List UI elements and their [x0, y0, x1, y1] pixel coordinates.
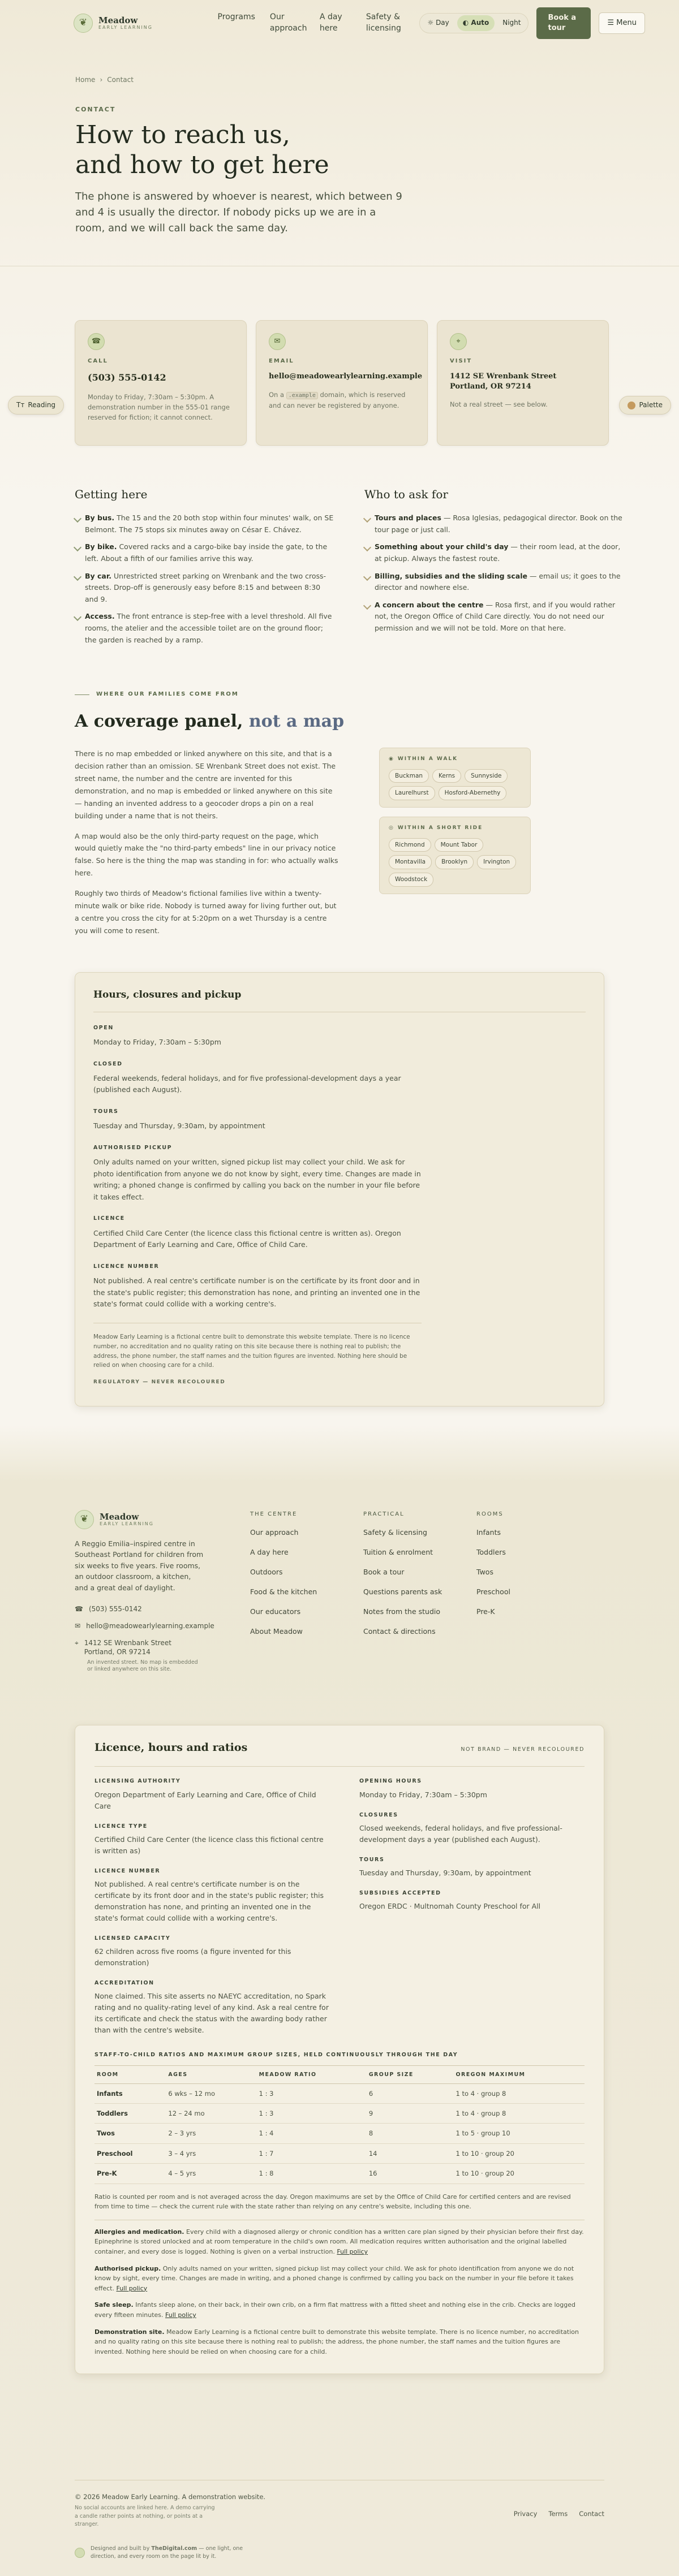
social-note: No social accounts are linked here. A demo carrying a candle rather points at nothing, or points at a stranger.	[75, 2505, 215, 2527]
table-cell: Preschool	[94, 2143, 166, 2163]
column-header: OREGON MAXIMUM	[454, 2065, 585, 2083]
legal-links	[514, 2492, 604, 2528]
licence-number-label: LICENCE NUMBER	[93, 1263, 160, 1270]
table-cell: 1 to 5 · group 10	[454, 2124, 585, 2143]
table-cell: Twos	[94, 2124, 166, 2143]
footer-link[interactable]: About Meadow	[250, 1627, 303, 1636]
copyright: © 2026 Meadow Early Learning. A demonstration website.	[75, 2493, 266, 2501]
walk-icon: ◉	[389, 756, 394, 762]
text-size-icon: Tт	[16, 401, 25, 409]
pin-icon: ⌖	[450, 333, 467, 350]
visit-address: 1412 SE Wrenbank Street Portland, OR 97214	[450, 372, 557, 391]
visit-label: VISIT	[450, 358, 472, 365]
list-item: By car. Unrestricted street parking on Wrenbank and the two cross-streets. Drop-off is generously easy before 8:15 and between 8:30 and 9.	[75, 571, 334, 606]
footer-link[interactable]: Outdoors	[250, 1568, 283, 1576]
table-cell: 1 to 4 · group 8	[454, 2104, 585, 2124]
footer-link[interactable]: Food & the kitchen	[250, 1587, 317, 1596]
licence-grid	[94, 1767, 585, 2036]
tours-label: TOURS	[93, 1108, 119, 1115]
email-label: EMAIL	[269, 358, 294, 365]
area-chip: Buckman	[389, 769, 429, 783]
getting-here	[75, 485, 334, 651]
ride-areas-title: ◎ WITHIN A SHORT RIDE	[389, 824, 521, 832]
footer-email[interactable]: ✉ hello@meadowearlylearning.example	[75, 1622, 214, 1630]
footer-link[interactable]: Infants	[476, 1528, 501, 1537]
open-label: OPEN	[93, 1024, 114, 1031]
area-chip: Irvington	[477, 855, 516, 869]
book-tour-button[interactable]: Book a tour	[536, 7, 591, 38]
directions-section	[0, 446, 679, 651]
list-item: Something about your child's day — their room lead, at the door, at pickup. Always the fastest route.	[364, 541, 624, 564]
walk-chips	[389, 769, 521, 801]
ratios-title: STAFF-TO-CHILD RATIOS AND MAXIMUM GROUP SIZES, HELD CONTINUOUSLY THROUGH THE DAY	[94, 2052, 458, 2059]
area-chip: Brooklyn	[435, 855, 474, 869]
table-cell: 6 wks – 12 mo	[166, 2083, 256, 2103]
licence-panel	[75, 1725, 604, 2374]
closed-value: Federal weekends, federal holidays, and for five professional-development days a year (published each August).	[93, 1073, 401, 1094]
footer-col-title: ROOMS	[476, 1511, 504, 1517]
table-cell: 1 : 7	[257, 2143, 367, 2163]
hero-eyebrow: CONTACT	[75, 106, 116, 114]
brand-logo[interactable]	[74, 14, 153, 33]
column-header: MEADOW RATIO	[257, 2065, 367, 2083]
getting-here-title: Getting here	[75, 487, 148, 502]
table-row	[94, 2104, 585, 2124]
table-cell: Pre-K	[94, 2164, 166, 2184]
footer-bottom	[75, 2480, 604, 2528]
hero	[0, 46, 679, 236]
list-item: By bus. The 15 and the 20 both stop within four minutes' walk, on SE Belmont. The 75 stops six minutes away on César E. Chávez.	[75, 512, 334, 536]
breadcrumb	[75, 75, 679, 85]
visit-card[interactable]	[437, 320, 609, 446]
pin-icon: ⌖	[75, 1639, 79, 1647]
credit-logo-icon	[75, 2548, 85, 2558]
demo-disclaimer: Meadow Early Learning is a fictional centre built to demonstrate this website template. There is no licence number, no accreditation and no quality rating on this site because there is nothing real to publish; the address, the phone number, the staff names and the tuition figures are invented. Nothing here should be relied on when choosing care for a child.	[93, 1323, 422, 1370]
coverage-paragraph: Roughly two thirds of Meadow's fictional families live within a twenty-minute walk or bike ride. Nobody is turned away for living further out, but a centre you cross the city for at 5:20pm on a wet Thursday is a centre you will come to resent.	[75, 889, 337, 935]
theme-toggle	[419, 13, 528, 33]
copyright-block	[75, 2492, 265, 2528]
capacity-value: 62 children across five rooms (a figure invented for this demonstration)	[94, 1947, 291, 1967]
call-card[interactable]	[75, 320, 247, 446]
brand-name: Meadow	[98, 15, 138, 25]
bike-icon: ◎	[389, 825, 394, 831]
visit-note: Not a real street — see below.	[450, 400, 548, 409]
closed-label: CLOSED	[93, 1060, 123, 1067]
theme-day[interactable]: ☼ Day	[427, 19, 449, 27]
table-cell: 4 – 5 yrs	[166, 2164, 256, 2184]
nav-our-approach[interactable]: Our approach	[269, 12, 307, 33]
footer-link[interactable]: Our educators	[250, 1607, 301, 1616]
number-value: Not published. A real centre's certificate number is on the certificate by its front door and in the state's public register; this demonstration has none, and printing an invented one in the state's format could collide with a working centre's.	[94, 1879, 324, 1922]
licence-panel-header	[94, 1739, 585, 1767]
ride-areas	[379, 817, 531, 894]
coverage-areas	[379, 748, 531, 944]
footer-col-title: THE CENTRE	[250, 1511, 298, 1517]
credit	[75, 2545, 243, 2561]
credit-link[interactable]: TheDigital.com	[151, 2545, 197, 2552]
footer-link[interactable]: Contact & directions	[363, 1627, 436, 1636]
footer-link[interactable]: Book a tour	[363, 1568, 405, 1576]
licence-panel-tag: NOT BRAND — NEVER RECOLOURED	[461, 1746, 585, 1753]
area-chip: Laurelhurst	[389, 786, 435, 800]
ratios-table	[94, 2065, 585, 2184]
leaf-icon: ❦	[74, 14, 93, 33]
licence-label: LICENCE	[93, 1215, 125, 1222]
footer-link[interactable]: Toddlers	[476, 1548, 506, 1556]
footer-link[interactable]: Our approach	[250, 1528, 299, 1537]
list-item: Tours and places — Rosa Iglesias, pedagogical director. Book on the tour page or just call.	[364, 512, 624, 536]
table-cell: 1 : 8	[257, 2164, 367, 2184]
site-header	[0, 0, 679, 46]
closures-label: CLOSURES	[359, 1811, 398, 1818]
table-cell: 9	[367, 2104, 454, 2124]
column-header: AGES	[166, 2065, 256, 2083]
full-policy-link[interactable]: Full policy	[165, 2311, 196, 2319]
licence-left	[94, 1767, 331, 2036]
area-chip: Sunnyside	[465, 769, 508, 783]
header-controls	[419, 7, 645, 38]
breadcrumb-current: Contact	[107, 76, 134, 84]
subsidies-value: Oregon ERDC · Multnomah County Preschool for All	[359, 1902, 541, 1911]
contact-link[interactable]: Contact	[579, 2510, 604, 2518]
footer-link[interactable]: Preschool	[476, 1587, 510, 1596]
email-card[interactable]	[256, 320, 428, 446]
hours-panel-title: Hours, closures and pickup	[93, 987, 586, 1012]
hours-panel	[75, 972, 604, 1406]
pickup-label: AUTHORISED PICKUP	[93, 1144, 173, 1151]
list-item: Billing, subsidies and the sliding scale — email us; it goes to the director and nowhere else.	[364, 571, 624, 594]
table-cell: 8	[367, 2124, 454, 2143]
breadcrumb-separator: ›	[100, 76, 103, 84]
hours-label: OPENING HOURS	[359, 1778, 422, 1785]
table-cell: 12 – 24 mo	[166, 2104, 256, 2124]
footer-logo[interactable]: ❦ Meadow EARLY LEARNING	[75, 1510, 205, 1529]
licence-number-value: Not published. A real centre's certificate number is on the certificate by its front door and in the state's public register; this demonstration has none, and printing an invented one in the state's format could collide with a working centre's.	[93, 1276, 420, 1309]
full-policy-link[interactable]: Full policy	[337, 2248, 368, 2256]
column-header: GROUP SIZE	[367, 2065, 454, 2083]
table-row	[94, 2124, 585, 2143]
eyebrow-rule	[75, 694, 89, 695]
coverage-section	[0, 735, 679, 944]
breadcrumb-home[interactable]: Home	[75, 76, 96, 84]
leaf-icon: ❦	[75, 1510, 94, 1529]
area-chip: Richmond	[389, 838, 431, 852]
tours-label: TOURS	[359, 1856, 385, 1863]
footer-brand	[75, 1510, 214, 1681]
list-item: Access. The front entrance is step-free with a level threshold. All five rooms, the atelier and the accessible toilet are on the ground floor; the garden is reached by a ramp.	[75, 611, 334, 646]
table-cell: 16	[367, 2164, 454, 2184]
phone-icon: ☎	[88, 333, 105, 350]
policy-allergies: Allergies and medication. Every child with a diagnosed allergy or chronic condition has a written care plan signed by their physician before their first day. Epinephrine is stored unlocked and at room temperature in the child's own room. All medication requires written authorisation and the original labelled container, and every dose is logged. Nothing is given on a verbal instruction. Full policy	[94, 2228, 584, 2256]
area-chip: Woodstock	[389, 873, 433, 887]
footer-columns	[250, 1510, 556, 1681]
type-value: Certified Child Care Center (the licence class this fictional centre is written as)	[94, 1835, 324, 1855]
coverage-title: A coverage panel, not a map	[75, 711, 345, 732]
palette-toggle[interactable]: Palette	[619, 396, 671, 415]
coverage-paragraph: A map would also be the only third-party request on the page, which would quietly make the "no third-party embeds" line in our privacy notice false. So here is the thing the map was standing in for: who actually walks here.	[75, 831, 338, 878]
table-cell: 2 – 3 yrs	[166, 2124, 256, 2143]
footer-link[interactable]: Questions parents ask	[363, 1587, 442, 1596]
coverage-paragraph: There is no map embedded or linked anywhere on this site, and that is a decision rather than an omission. SE Wrenbank Street does not exist. The street name, the number and the centre are invented for this demonstration, and no map is embedded or linked anywhere on this site — handing an invented address to a geocoder drops a pin on a real building under a name that is not theirs.	[75, 749, 336, 820]
footer-phone[interactable]: ☎ (503) 555-0142	[75, 1604, 142, 1613]
number-label: LICENCE NUMBER	[94, 1867, 161, 1874]
table-cell: 1 to 10 · group 20	[454, 2164, 585, 2184]
footer-link[interactable]: Twos	[476, 1568, 493, 1576]
table-cell: 6	[367, 2083, 454, 2103]
page-title: How to reach us, and how to get here	[75, 120, 329, 179]
hero-lede: The phone is answered by whoever is nearest, which between 9 and 4 is usually the director. If nobody picks up we are in a room, and we will call back the same day.	[75, 191, 402, 235]
main-nav	[218, 12, 406, 34]
policy-pickup: Authorised pickup. Only adults named on your written, signed pickup list may collect your child. We ask for photo identification from anyone we do not know by sight, every time. Changes are made in writing, and a phoned change is confirmed by calling you back on the number in your file before it takes effect. Full policy	[94, 2264, 574, 2292]
footer-address: ⌖ 1412 SE Wrenbank Street Portland, OR 97214	[75, 1639, 171, 1656]
who-to-ask	[364, 485, 624, 651]
theme-night[interactable]: Night	[502, 19, 521, 27]
hours-value: Monday to Friday, 7:30am – 5:30pm	[359, 1790, 487, 1799]
type-label: LICENCE TYPE	[94, 1823, 148, 1829]
area-chip: Kerns	[432, 769, 461, 783]
site-footer	[0, 1510, 679, 1681]
footer-link[interactable]: A day here	[250, 1548, 289, 1556]
walk-areas-title: ◉ WITHIN A WALK	[389, 755, 521, 763]
table-row	[94, 2083, 585, 2103]
table-cell: Toddlers	[94, 2104, 166, 2124]
table-cell: 1 to 10 · group 20	[454, 2143, 585, 2163]
footer-address-note: An invented street. No map is embedded or linked anywhere on this site.	[87, 1659, 198, 1673]
footer-link[interactable]: Notes from the studio	[363, 1607, 441, 1616]
credit-text: Designed and built by TheDigital.com — one light, one direction, and every room on the page lit by it.	[91, 2545, 243, 2560]
call-note: Monday to Friday, 7:30am – 5:30pm. A demonstration number in the 555-01 range reserved for fiction; it cannot connect.	[88, 392, 230, 422]
area-chip: Hosford-Abernethy	[439, 786, 507, 800]
palette-icon	[628, 402, 635, 409]
accreditation-label: ACCREDITATION	[94, 1980, 154, 1987]
authority-value: Oregon Department of Early Learning and Care, Office of Child Care	[94, 1790, 316, 1810]
terms-link[interactable]: Terms	[548, 2510, 568, 2518]
coverage-text	[75, 748, 341, 944]
policy-sleep: Safe sleep. Infants sleep alone, on their back, in their own crib, on a firm flat mattress with a fitted sheet and nothing else in the crib. Checks are logged every fifteen minutes. Full policy	[94, 2301, 575, 2319]
privacy-link[interactable]: Privacy	[513, 2510, 538, 2518]
envelope-icon: ✉	[269, 333, 286, 350]
reading-toggle[interactable]: Tт Reading	[8, 396, 64, 415]
table-row	[94, 2143, 585, 2163]
capacity-label: LICENSED CAPACITY	[94, 1935, 171, 1941]
footer-col-title: PRACTICAL	[363, 1511, 405, 1517]
contact-cards	[0, 266, 679, 446]
table-cell: 1 : 4	[257, 2124, 367, 2143]
nav-a-day-here[interactable]: A day here	[319, 12, 342, 33]
area-chip: Montavilla	[389, 855, 432, 869]
call-label: CALL	[88, 358, 108, 365]
licence-right	[359, 1767, 585, 2036]
closures-value: Closed weekends, federal holidays, and five professional-development days a year (published each August).	[359, 1823, 562, 1844]
authority-label: LICENSING AUTHORITY	[94, 1778, 181, 1785]
email-address[interactable]: hello@meadowearlylearning.example	[269, 372, 423, 381]
brand-subtitle: EARLY LEARNING	[98, 25, 153, 31]
table-cell: 14	[367, 2143, 454, 2163]
tours-value: Tuesday and Thursday, 9:30am, by appointment	[359, 1868, 531, 1877]
nav-programs[interactable]: Programs	[217, 12, 255, 22]
call-number[interactable]: (503) 555-0142	[88, 372, 166, 383]
regulatory-tag: REGULATORY — NEVER RECOLOURED	[93, 1379, 226, 1386]
policy-demo: Demonstration site. Meadow Early Learning is a fictional centre built to demonstrate this website template. There is no licence number, no accreditation and no quality rating on this site because there is nothing real to publish; the address, the phone number, the staff names and the tuition figures are invented. Nothing here should be relied on when choosing care for a child.	[94, 2328, 579, 2355]
table-cell: 1 : 3	[257, 2083, 367, 2103]
footer-link[interactable]: Tuition & enrolment	[363, 1548, 433, 1556]
pickup-value: Only adults named on your written, signed pickup list may collect your child. We ask for photo identification from anyone we do not know by sight, every time. Changes are made in writing; a phoned change is confirmed by calling you back on the number in your file before it takes effect.	[93, 1157, 421, 1201]
footer-about: A Reggio Emilia–inspired centre in Southeast Portland for children from six weeks to five years. Five rooms, an outdoor classroom, a kitchen, and a great deal of daylight.	[75, 1539, 204, 1592]
table-cell: 1 : 3	[257, 2104, 367, 2124]
footer-col-practical	[363, 1510, 476, 1681]
envelope-icon: ✉	[75, 1622, 81, 1630]
licence-panel-title: Licence, hours and ratios	[94, 1741, 248, 1754]
phone-icon: ☎	[75, 1604, 83, 1613]
menu-icon: ☰	[607, 18, 614, 27]
theme-auto[interactable]: ◐ Auto	[457, 15, 495, 31]
ride-chips	[389, 838, 521, 887]
footer-link[interactable]: Pre-K	[476, 1607, 495, 1616]
list-item: By bike. Covered racks and a cargo-bike bay inside the gate, to the left. About a fifth of our families arrive this way.	[75, 541, 334, 564]
column-header: ROOM	[94, 2065, 166, 2083]
full-policy-link[interactable]: Full policy	[116, 2284, 148, 2292]
walk-areas	[379, 748, 531, 808]
area-chip: Mount Tabor	[435, 838, 484, 852]
table-header-row	[94, 2065, 585, 2083]
open-value: Monday to Friday, 7:30am – 5:30pm	[93, 1037, 221, 1046]
tours-value: Tuesday and Thursday, 9:30am, by appointment	[93, 1121, 265, 1130]
who-to-ask-title: Who to ask for	[364, 487, 448, 502]
table-row	[94, 2164, 585, 2184]
table-cell: 3 – 4 yrs	[166, 2143, 256, 2163]
table-cell: 1 to 4 · group 8	[454, 2083, 585, 2103]
list-item: A concern about the centre — Rosa first, and if you would rather not, the Oregon Office of Child Care directly. You do not need our permission and we will not be told. More on that here.	[364, 599, 624, 635]
accreditation-value: None claimed. This site asserts no NAEYC accreditation, no Spark rating and no quality-rating level of any kind. Ask a real centre for its certificate and check the status with the awarding body rather than with the centre's website.	[94, 1992, 329, 2035]
footer-col-rooms	[476, 1510, 556, 1681]
coverage-eyebrow: WHERE OUR FAMILIES COME FROM	[0, 651, 679, 699]
menu-button[interactable]: ☰ Menu	[599, 12, 645, 34]
footer-col-centre	[250, 1510, 363, 1681]
email-note: On a .example domain, which is reserved and can never be registered by anyone.	[269, 390, 406, 409]
footer-contact	[75, 1604, 214, 1673]
nav-safety-licensing[interactable]: Safety & licensing	[366, 12, 401, 33]
ratio-note: Ratio is counted per room and is not averaged across the day. Oregon maximums are set by the Office of Child Care for certified centers and are revised from time to time — check the current rule with the state rather than relying on any centre's website, including this one.	[94, 2193, 571, 2211]
subsidies-label: SUBSIDIES ACCEPTED	[359, 1889, 441, 1896]
licence-value: Certified Child Care Center (the licence class this fictional centre is written as). Oregon Department of Early Learning and Care, Office of Child Care.	[93, 1228, 401, 1249]
table-cell: Infants	[94, 2083, 166, 2103]
footer-link[interactable]: Safety & licensing	[363, 1528, 427, 1537]
